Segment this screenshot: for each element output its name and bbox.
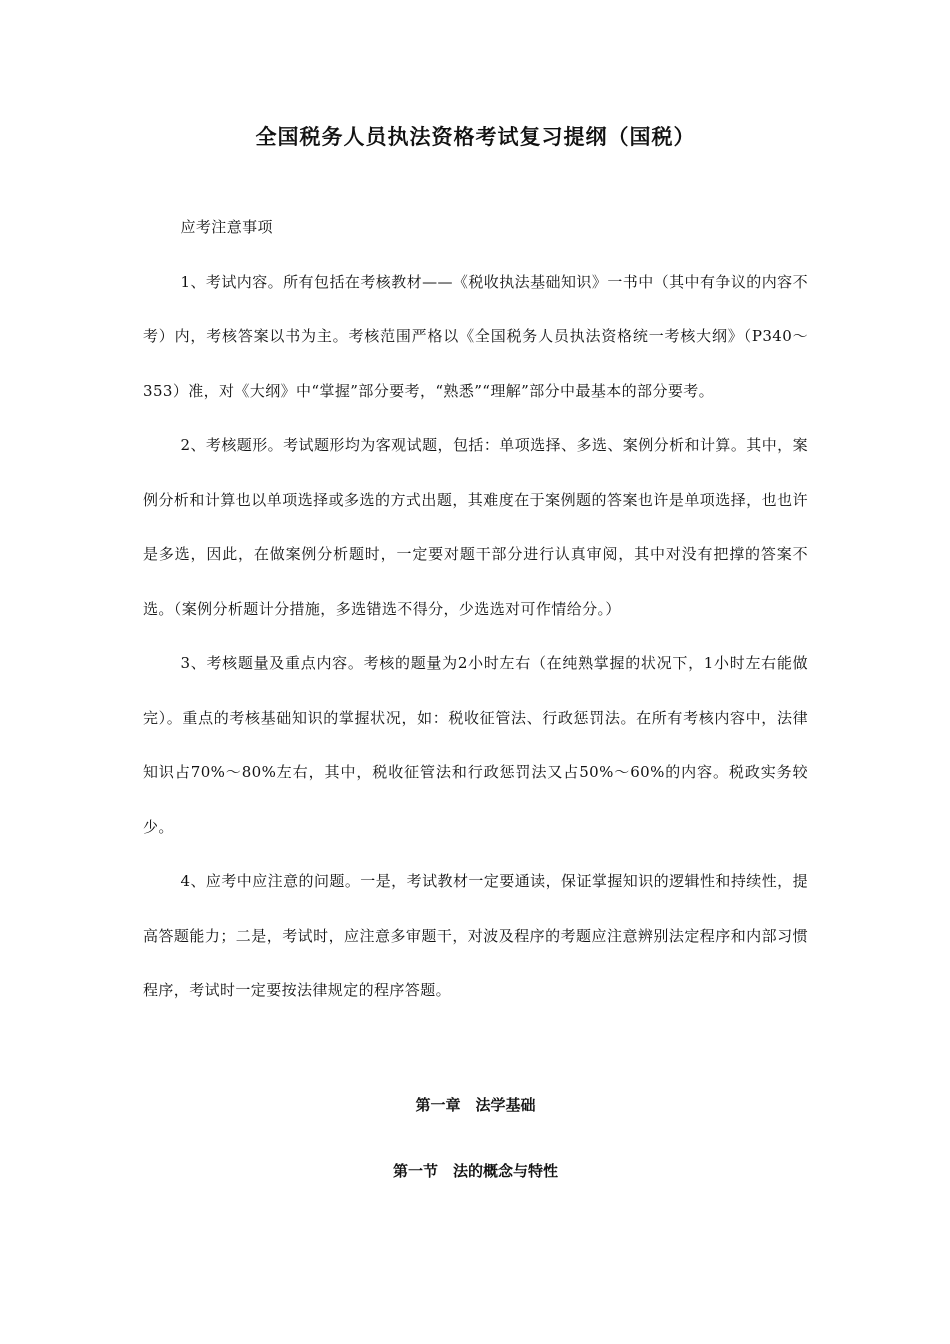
notice-heading: 应考注意事项 <box>180 218 273 236</box>
document-body <box>143 200 808 1018</box>
paragraph-question-types: 2、考核题形。考试题形均为客观试题，包括：单项选择、多选、案例分析和计算。其中，案例分析和计算也以单项选择或多选的方式出题，其难度在于案例题的答案也许是单项选择，也也许是多选，因此，在做案例分析题时，一定要对题干部分进行认真审阅，其中对没有把撑的答案不选。（案例分析题计分措施，多选错选不得分，少选选对可作情给分。） <box>143 436 808 618</box>
document-title: 全国税务人员执法资格考试复习提纲（国税） <box>255 124 696 149</box>
section-heading: 第一节 法的概念与特性 <box>392 1162 558 1180</box>
paragraph-question-volume: 3、考核题量及重点内容。考核的题量为2小时左右（在纯熟掌握的状况下，1小时左右能做完）。重点的考核基础知识的掌握状况，如：税收征管法、行政惩罚法。在所有考核内容中，法律知识占70%～80%左右，其中，税收征管法和行政惩罚法又占50%～60%的内容。税政实务较少。 <box>143 654 808 836</box>
chapter-heading: 第一章 法学基础 <box>415 1096 536 1114</box>
paragraph-exam-content: 1、考试内容。所有包括在考核教材——《税收执法基础知识》一书中（其中有争议的内容不考）内，考核答案以书为主。考核范围严格以《全国税务人员执法资格统一考核大纲》（P340～353）准，对《大纲》中“掌握”部分要考，“熟悉”“理解”部分中最基本的部分要考。 <box>143 272 808 400</box>
paragraph-exam-notes: 4、应考中应注意的问题。一是，考试教材一定要通读，保证掌握知识的逻辑性和持续性，提高答题能力；二是，考试时，应注意多审题干，对波及程序的考题应注意辨别法定程序和内部习惯程序，考试时一定要按法律规定的程序答题。 <box>143 872 808 999</box>
